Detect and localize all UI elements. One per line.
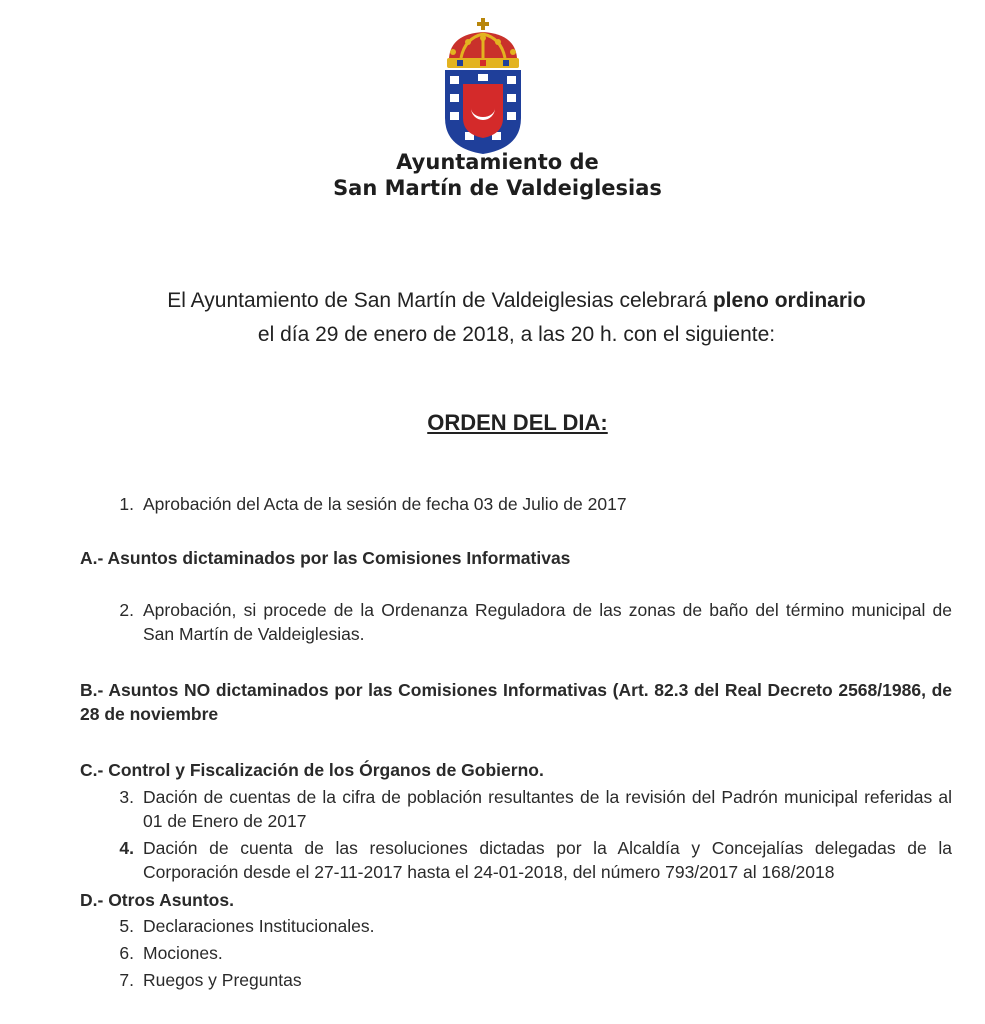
item-number: 6. xyxy=(119,943,134,963)
org-name-line1: Ayuntamiento de xyxy=(396,150,599,174)
item-number: 3. xyxy=(119,787,134,807)
section-c: C.- Control y Fiscalización de los Órganos de Gobierno. xyxy=(80,760,544,780)
agenda-heading: ORDEN DEL DIA: xyxy=(427,410,608,435)
section-b: B.- Asuntos NO dictaminados por las Comisiones Informativas (Art. 82.3 del Real Decreto 2568/1986, de 28 de noviembre xyxy=(80,680,952,724)
item-text: Mociones. xyxy=(143,943,223,963)
intro-line2: el día 29 de enero de 2018, a las 20 h. con el siguiente: xyxy=(257,323,776,346)
item-number: 7. xyxy=(119,970,134,990)
section-d: D.- Otros Asuntos. xyxy=(80,890,234,910)
section-a: A.- Asuntos dictaminados por las Comisiones Informativas xyxy=(80,548,571,568)
org-name-line2: San Martín de Valdeiglesias xyxy=(333,176,662,200)
item-text: Ruegos y Preguntas xyxy=(143,970,302,990)
item-number: 5. xyxy=(119,916,134,936)
item-number: 1. xyxy=(119,494,134,514)
intro-line1 xyxy=(0,289,985,313)
item-number: 4. xyxy=(119,838,134,858)
intro-bold: pleno ordinario xyxy=(712,289,866,312)
item-text: Aprobación del Acta de la sesión de fecha 03 de Julio de 2017 xyxy=(143,494,627,514)
item-text: Dación de cuentas de la cifra de población resultantes de la revisión del Padrón municipal referidas al 01 de Enero de 2017 xyxy=(143,787,952,831)
item-text: Dación de cuenta de las resoluciones dictadas por la Alcaldía y Concejalías delegadas de la Corporación desde el 27-11-2017 hasta el 24-01-2018, del número 793/2017 al 168/2018 xyxy=(143,838,952,882)
item-text: Aprobación, si procede de la Ordenanza Reguladora de las zonas de baño del término municipal de San Martín de Valdeiglesias. xyxy=(143,600,952,644)
item-text: Declaraciones Institucionales. xyxy=(143,916,375,936)
item-number: 2. xyxy=(119,600,134,620)
intro-text: El Ayuntamiento de San Martín de Valdeiglesias celebrará xyxy=(167,289,713,312)
coat-of-arms-logo xyxy=(441,18,525,158)
